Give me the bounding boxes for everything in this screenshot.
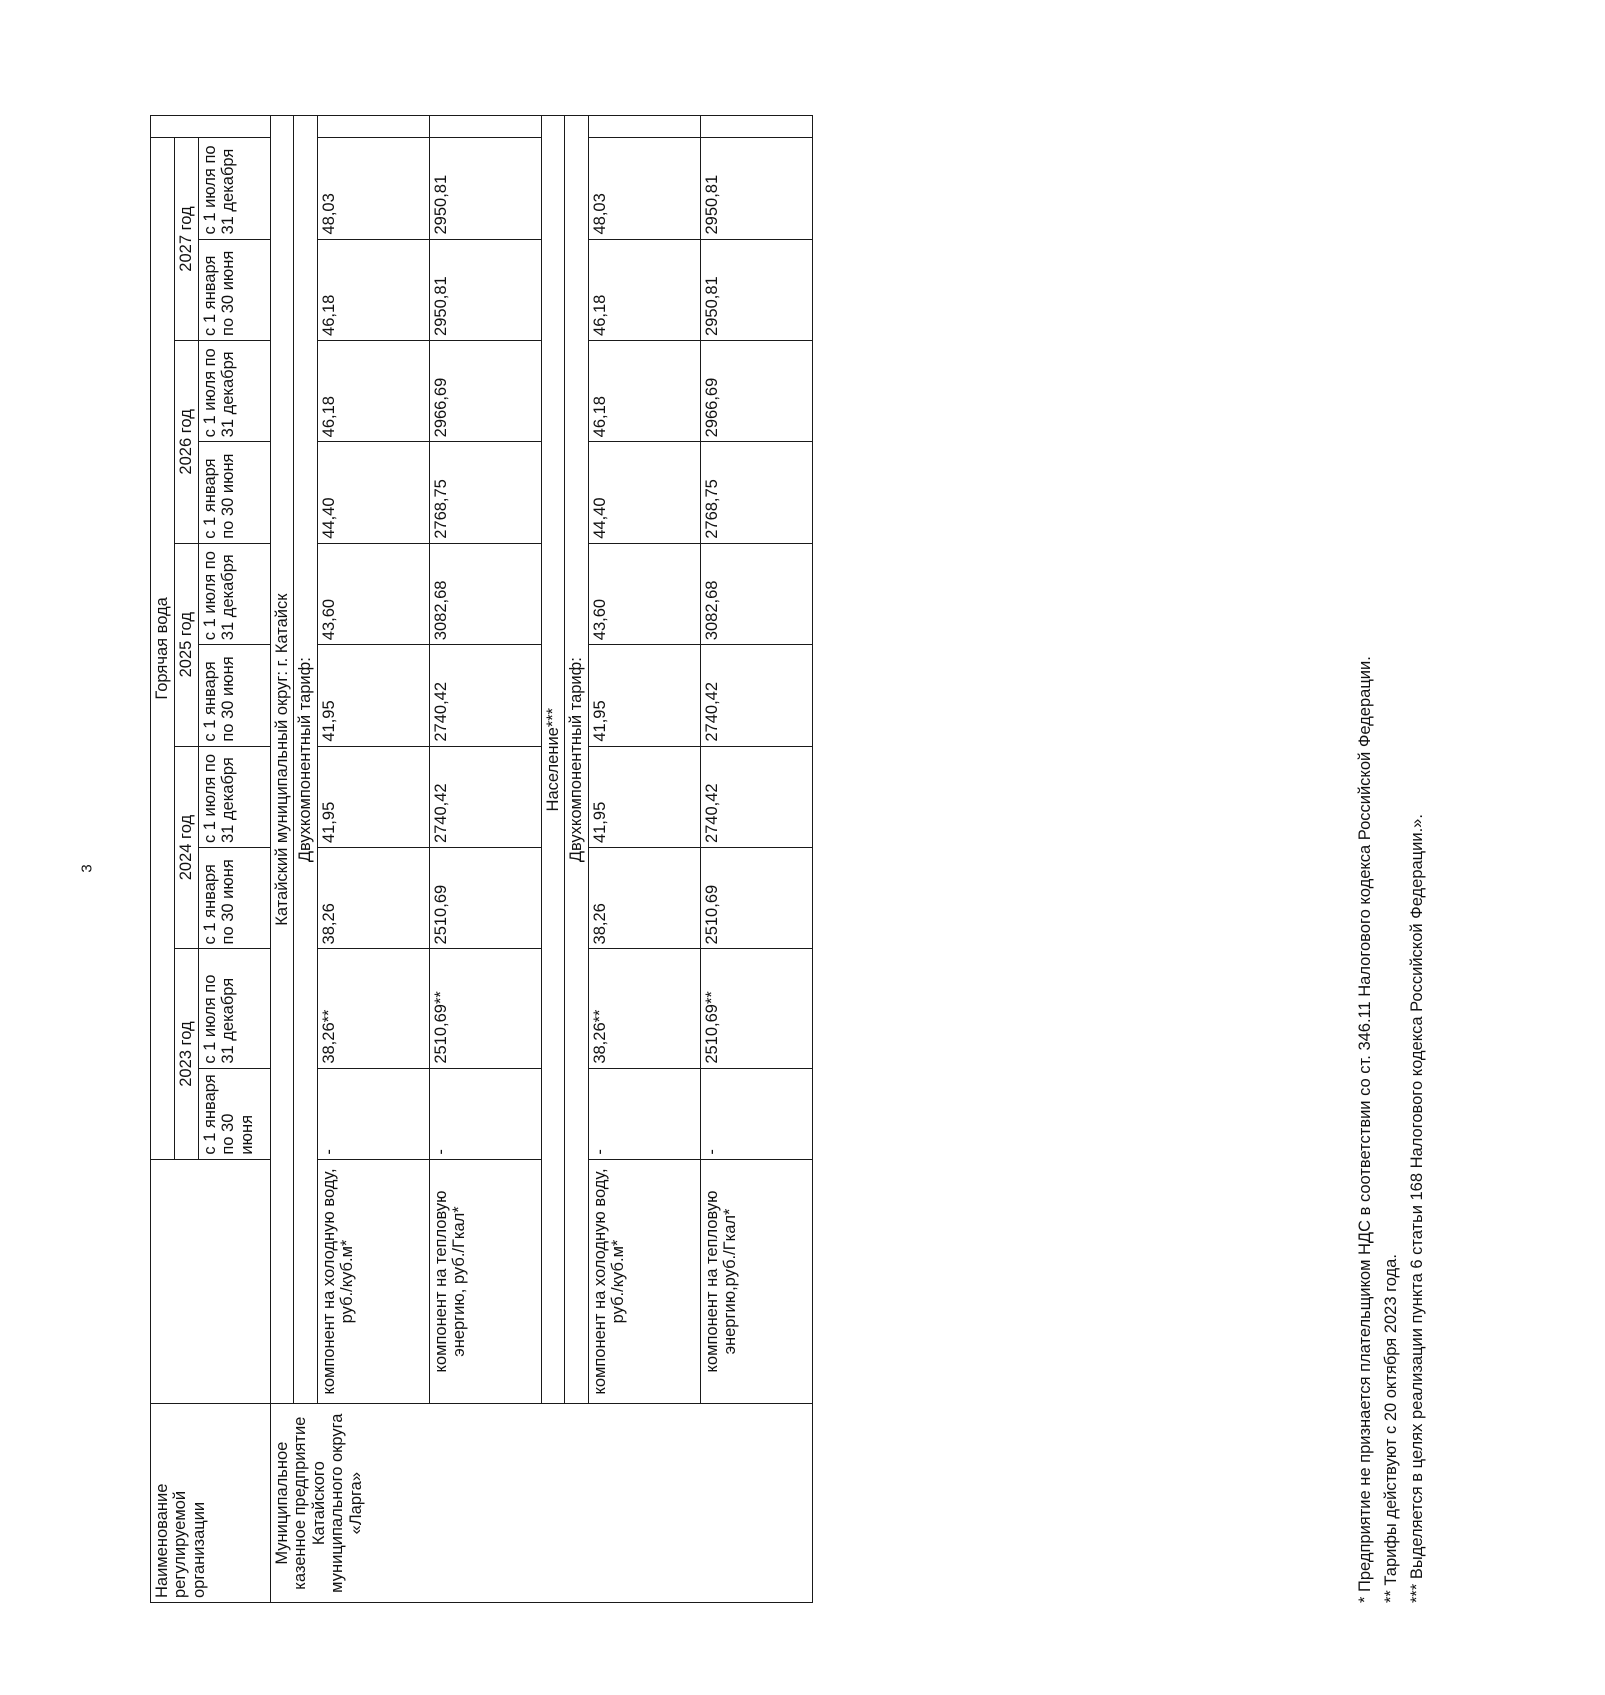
tariff-value: 48,03: [588, 138, 700, 239]
page-number: 3: [78, 864, 96, 873]
blank-cell: [429, 116, 541, 138]
year-header: 2024 год: [175, 746, 199, 949]
tariff-value: -: [588, 1068, 700, 1159]
tariff-table: [150, 115, 813, 1603]
year-header: 2025 год: [175, 543, 199, 746]
tariff-row: [317, 116, 429, 1603]
tariff-value: -: [317, 1068, 429, 1159]
section-title: Население***: [541, 116, 564, 1404]
period-header: с 1 января по 30 июня: [199, 239, 271, 340]
tariff-row: [700, 116, 812, 1603]
tariff-value: 2740,42: [429, 645, 541, 746]
period-header: с 1 июля по 31 декабря: [199, 949, 271, 1068]
footnotes: [1352, 115, 1430, 1603]
section-subtitle: Двухкомпонентный тариф:: [565, 116, 588, 1404]
component-label: компонент на тепловую энергию, руб./Гкал*: [429, 1159, 541, 1404]
org-column-header: Наименование регулируемой организации: [151, 1404, 271, 1603]
tariff-value: 43,60: [588, 543, 700, 644]
footnote: *** Выделяется в целях реализации пункта 6 статьи 168 Налогового кодекса Российской Федерации.».: [1408, 814, 1426, 1603]
tariff-value: 41,95: [317, 746, 429, 847]
tariff-value: 38,26: [588, 848, 700, 949]
blank-cell: [588, 116, 700, 138]
blank-cell: [700, 116, 812, 138]
period-header: с 1 июля по 31 декабря: [199, 746, 271, 847]
component-label: компонент на холодную воду, руб./куб.м*: [588, 1159, 700, 1404]
tariff-value: 48,03: [317, 138, 429, 239]
section-title: Катайский муниципальный округ: г. Катайск: [271, 116, 294, 1404]
tariff-value: 38,26**: [588, 949, 700, 1068]
tariff-value: 41,95: [588, 645, 700, 746]
period-header: с 1 января по 30 июня: [199, 1068, 271, 1159]
blank-header-cell: [151, 116, 271, 138]
year-header: 2023 год: [175, 949, 199, 1159]
period-header: с 1 июля по 31 декабря: [199, 340, 271, 441]
tariff-value: 2966,69: [429, 340, 541, 441]
tariff-value: 2768,75: [700, 442, 812, 543]
tariff-value: 2740,42: [700, 645, 812, 746]
tariff-value: 3082,68: [429, 543, 541, 644]
tariff-value: 38,26**: [317, 949, 429, 1068]
tariff-value: 2510,69**: [429, 949, 541, 1068]
tariff-value: 38,26: [317, 848, 429, 949]
blank-cell: [317, 116, 429, 138]
period-header: с 1 июля по 31 декабря: [199, 543, 271, 644]
tariff-value: 2510,69**: [700, 949, 812, 1068]
year-header: 2027 год: [175, 138, 199, 341]
period-header: с 1 июля по 31 декабря: [199, 138, 271, 239]
section-subtitle: Двухкомпонентный тариф:: [294, 116, 317, 1404]
tariff-value: 46,18: [317, 340, 429, 441]
period-header: с 1 января по 30 июня: [199, 645, 271, 746]
tariff-value: 43,60: [317, 543, 429, 644]
tariff-value: 41,95: [588, 746, 700, 847]
year-header: 2026 год: [175, 340, 199, 543]
tariff-value: 2740,42: [429, 746, 541, 847]
hot-water-header: Горячая вода: [151, 138, 175, 1160]
tariff-value: 46,18: [317, 239, 429, 340]
tariff-value: 44,40: [317, 442, 429, 543]
component-label: компонент на тепловую энергию,руб./Гкал*: [700, 1159, 812, 1404]
tariff-value: 2950,81: [429, 239, 541, 340]
tariff-value: 2768,75: [429, 442, 541, 543]
tariff-value: 46,18: [588, 340, 700, 441]
tariff-value: 3082,68: [700, 543, 812, 644]
tariff-value: 46,18: [588, 239, 700, 340]
tariff-value: 41,95: [317, 645, 429, 746]
tariff-row: [429, 116, 541, 1603]
footnote: ** Тарифы действуют с 20 октября 2023 года.: [1382, 1254, 1400, 1603]
component-label: компонент на холодную воду, руб./куб.м*: [317, 1159, 429, 1404]
period-header: с 1 января по 30 июня: [199, 442, 271, 543]
rotated-page-content: [150, 115, 1605, 1603]
tariff-value: 2510,69: [429, 848, 541, 949]
tariff-row: [588, 116, 700, 1603]
blank-header-cell: [151, 1159, 271, 1404]
tariff-value: 2950,81: [700, 138, 812, 239]
tariff-value: 2740,42: [700, 746, 812, 847]
tariff-value: 2950,81: [429, 138, 541, 239]
period-header: с 1 января по 30 июня: [199, 848, 271, 949]
tariff-value: 2950,81: [700, 239, 812, 340]
tariff-value: -: [429, 1068, 541, 1159]
footnote: * Предприятие не признается плательщиком НДС в соответствии со ст. 346.11 Налогового кодекса Российской Федерации.: [1356, 656, 1374, 1603]
tariff-value: 2510,69: [700, 848, 812, 949]
tariff-value: 2966,69: [700, 340, 812, 441]
tariff-value: -: [700, 1068, 812, 1159]
organization-name: Муниципальное казенное предприятие Катайского муниципального округа «Ларга»: [271, 1404, 813, 1603]
tariff-value: 44,40: [588, 442, 700, 543]
